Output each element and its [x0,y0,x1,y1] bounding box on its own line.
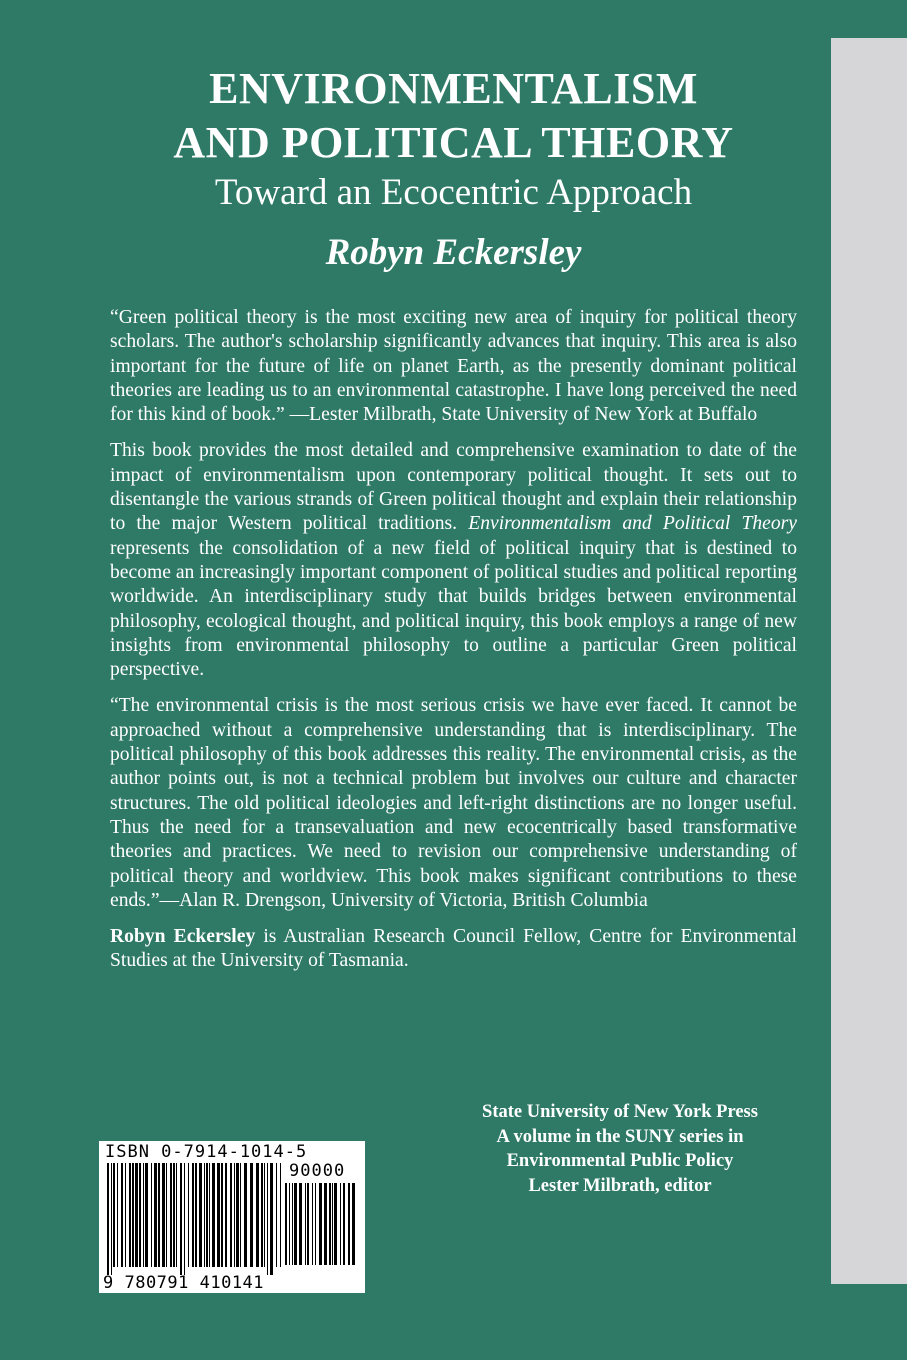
barcode-bar [195,1163,197,1267]
barcode-bar [217,1163,220,1267]
barcode-bar [315,1183,316,1265]
barcode-bar [294,1183,297,1265]
description-part-1: This book provides the most detailed and comprehensive examination to date of the impact of environmentalism upon contemporary political thought. It sets out to disentangle the various strands of Green political thought and explain their relationship to the major Western political traditions. [110,440,797,535]
barcode-bar [151,1163,152,1267]
author-bio [110,925,797,974]
price-code: 90000 [289,1161,346,1181]
title-block [0,62,907,276]
barcode-bar [143,1163,144,1267]
barcode-bar [230,1163,232,1267]
barcode-bar [154,1163,157,1267]
barcode-bar [244,1163,247,1267]
barcode-bar [111,1163,112,1275]
barcode-bar [332,1183,333,1265]
barcode-bar [292,1183,293,1265]
publisher-line-3: Environmental Public Policy [506,1151,734,1171]
barcode-bar [176,1163,177,1267]
barcode-bar [145,1163,148,1267]
barcode-bar [117,1163,118,1267]
barcode-bar [256,1163,259,1267]
author-bio-name: Robyn Eckersley [110,926,256,948]
barcode-bar [206,1163,208,1267]
publisher-line-4: Lester Milbrath, editor [528,1175,712,1196]
endorsement-drengson: “The environmental crisis is the most serious crisis we have ever faced. It cannot be approached without a comprehensive understanding that is interdisciplinary. The political philosophy of this book addresses this reality. The environmental crisis, as the author points out, is not a technical problem but involves our culture and character structures. The old political ideologies and left-right distinctions are no longer useful. Thus the need for a transevaluation and new ecocentrically based transformative theories and practices. We need to revision our comprehensive understanding of political theory and worldview. This book makes significant contributions to these ends.”—Alan R. Drengson, University of Victoria, British Columbia [110,695,797,911]
barcode-bar [188,1163,189,1267]
author-name: Robyn Eckersley [325,232,582,273]
barcode-bar [192,1163,194,1267]
book-description [110,439,797,682]
barcode-bar [221,1163,223,1267]
barcode-bar [234,1163,235,1267]
author-bio-text: is Australian Research Council Fellow, Centre for Environmental Studies at the University of Tasmania. [110,926,797,972]
endorsement-milbrath: “Green political theory is the most exciting new area of inquiry for political theory scholars. The author's scholarship significantly advances that inquiry. This area is also important for the future of life on planet Earth, as the presently dominant political theories are leading us to an environmental catastrophe. I have long perceived the need for this kind of book.” —Lester Milbrath, State University of New York at Buffalo [110,307,797,426]
barcode-bar [267,1163,268,1275]
barcode-bar [352,1183,355,1265]
barcode-bar [125,1163,126,1267]
barcode-box [99,1141,365,1293]
back-cover-text [110,306,797,986]
isbn-number: ISBN 0-7914-1014-5 [105,1142,308,1162]
barcode-bar [261,1163,263,1267]
barcode-bar [312,1183,313,1265]
barcode-bar [319,1183,322,1265]
barcode-bar [184,1163,185,1275]
barcode-bar [132,1163,134,1267]
barcode-bar [204,1163,205,1267]
barcode-bar [107,1163,109,1275]
barcode-bar [180,1163,182,1275]
barcode-bar [170,1163,172,1267]
price-barcode-image [285,1183,357,1273]
barcode-bar [340,1183,341,1265]
barcode-bar [236,1163,239,1267]
barcode-bar [250,1163,253,1267]
barcode-bar [270,1163,273,1275]
subtitle: Toward an Ecocentric Approach [214,172,693,213]
barcode-bar [305,1183,306,1265]
barcode-bar [307,1183,309,1265]
publisher-info [410,1100,830,1198]
barcode-bar [264,1163,265,1267]
title-line-2: AND POLITICAL THEORY [173,118,734,167]
barcode-bar [225,1163,227,1267]
barcode-bar [276,1163,277,1267]
barcode-bar [139,1163,141,1267]
ean-barcode-image [107,1163,283,1275]
barcode-bar [158,1163,160,1267]
barcode-bar [285,1183,287,1265]
publisher-line-2: A volume in the SUNY series in [496,1126,744,1147]
barcode-bar [240,1163,241,1267]
barcode-bar [280,1163,281,1267]
barcode-bar [162,1163,165,1267]
barcode-bar [343,1183,345,1265]
barcode-bar [329,1183,331,1265]
ean-number: 9 780791 410141 [103,1273,265,1293]
barcode-bar [135,1163,138,1267]
barcode-bar [299,1183,302,1265]
barcode-bar [129,1163,131,1267]
barcode-bar [289,1183,290,1265]
barcode-bar [212,1163,215,1267]
barcode-bar [113,1163,115,1267]
title-line-1: ENVIRONMENTALISM [209,64,698,113]
barcode-bar [173,1163,175,1267]
description-part-2: represents the consolidation of a new field of political inquiry that is destined to become an increasingly important component of political studies and political reporting worldwide. An interdisciplinary study that builds bridges between environmental philosophy, ecological thought, and political inquiry, this book employs a range of new insights from environmental philosophy to outline a particular Green political perspective. [110,537,797,681]
publisher-line-1: State University of New York Press [482,1102,758,1122]
barcode-bar [166,1163,167,1267]
barcode-bar [324,1183,327,1265]
barcode-bar [209,1163,210,1267]
barcode-bar [334,1183,337,1265]
barcode-bar [121,1163,123,1267]
barcode-bar [348,1183,350,1265]
barcode-bar [199,1163,202,1267]
description-book-title: Environmentalism and Political Theory [468,513,797,535]
